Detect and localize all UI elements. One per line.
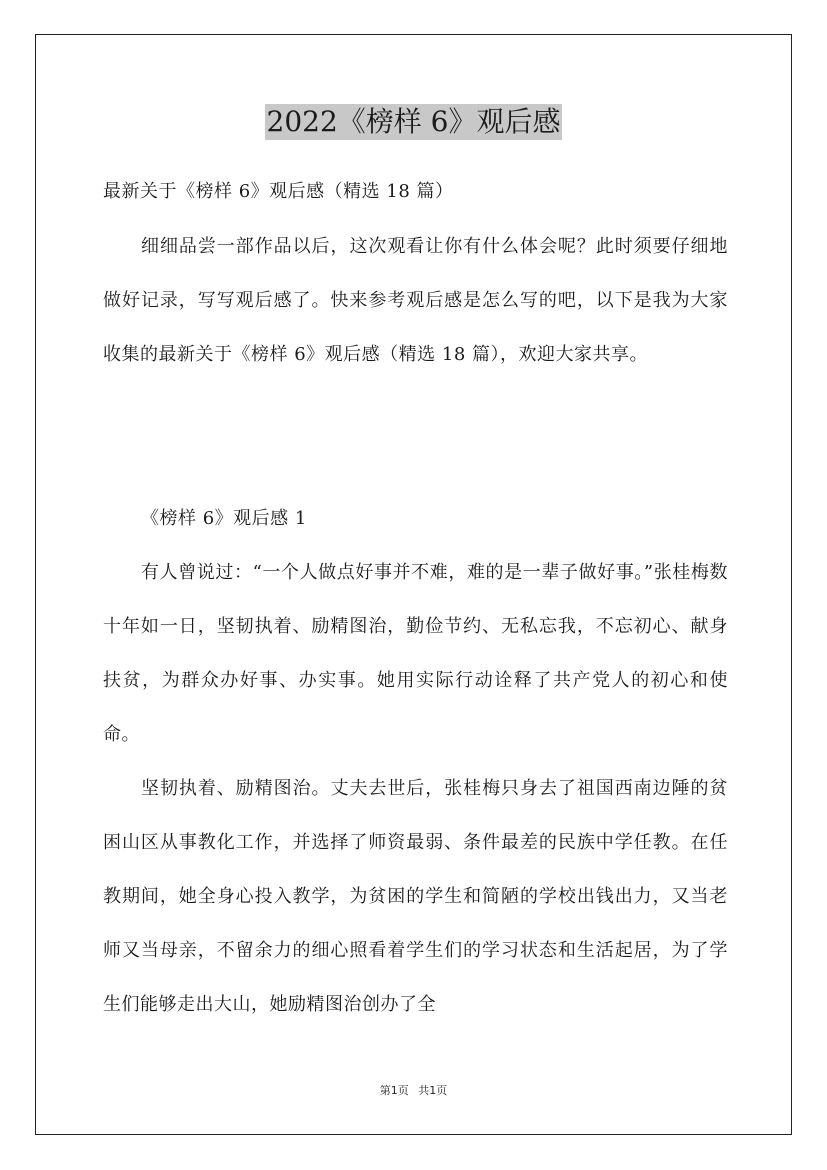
title-container: [0, 104, 827, 140]
total-pages: 共1页: [418, 1084, 448, 1097]
page-number: 第1页: [379, 1084, 409, 1097]
document-subtitle: 最新关于《榜样 6》观后感（精选 18 篇）: [103, 181, 454, 202]
section-heading: 《榜样 6》观后感 1: [141, 508, 307, 529]
intro-paragraph: 细细品尝一部作品以后，这次观看让你有什么体会呢？此时须要仔细地做好记录，写写观后感了。快来参考观后感是怎么写的吧，以下是我为大家收集的最新关于《榜样 6》观后感（精选 18 篇），欢迎大家共享。: [103, 236, 728, 365]
page-footer: [0, 1082, 827, 1098]
body-paragraph-2: 坚韧执着、励精图治。丈夫去世后，张桂梅只身去了祖国西南边陲的贫困山区从事教化工作，并选择了师资最弱、条件最差的民族中学任教。在任教期间，她全身心投入教学，为贫困的学生和简陋的学校出钱出力，又当老师又当母亲，不留余力的细心照看着学生们的学习状态和生活起居，为了学生们能够走出大山，她励精图治创办了全: [103, 778, 728, 1015]
body-paragraph-1: 有人曾说过：“一个人做点好事并不难，难的是一辈子做好事。”张桂梅数十年如一日，坚韧执着、励精图治，勤俭节约、无私忘我，不忘初心、献身扶贫，为群众办好事、办实事。她用实际行动诠释了共产党人的初心和使命。: [103, 562, 728, 745]
document-title: 2022《榜样 6》观后感: [266, 105, 561, 138]
